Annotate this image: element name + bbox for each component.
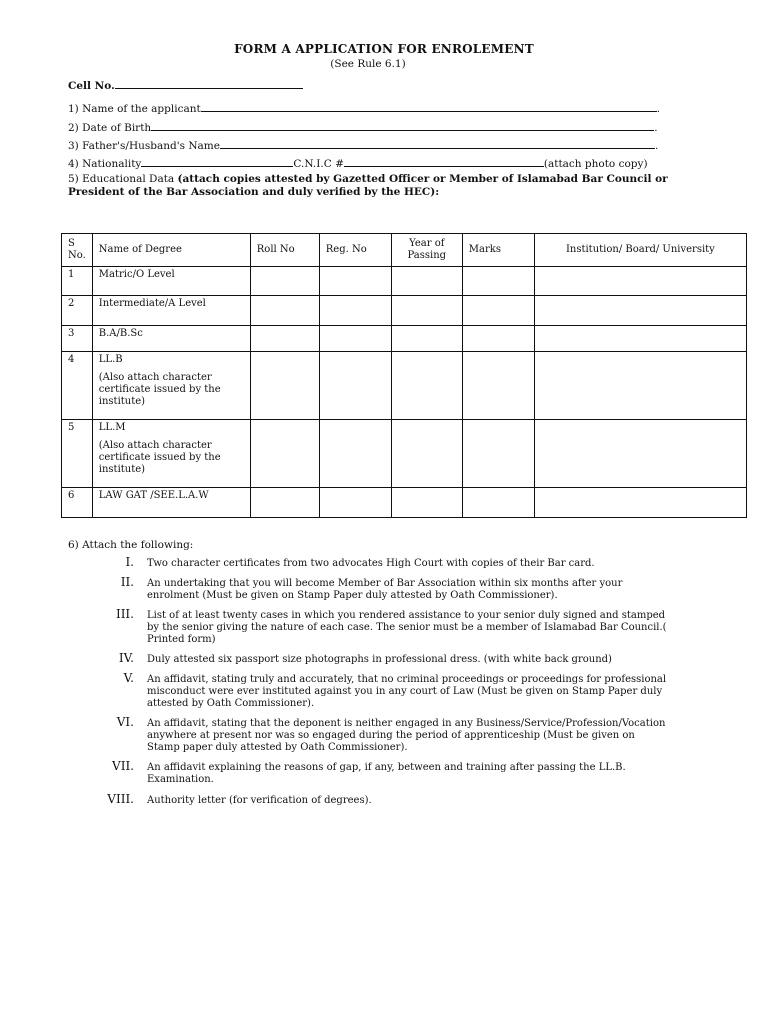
row-sno: 2 [62,296,93,326]
item-text: An affidavit, stating that the deponent is neither engaged in any Business/Service/Profession/Vocation anywhere at present nor was so engaged during the period of apprenticeship (Must be given on Stamp paper duly attested by Oath Commissioner). [147,718,666,753]
father-field[interactable] [220,137,655,149]
form-title: FORM A APPLICATION FOR ENROLEMENT [234,42,534,56]
item-numeral: V. [123,671,134,685]
trail-dot: . [654,140,659,152]
marks-cell[interactable] [462,420,534,488]
education-table [61,233,747,518]
row-degree-cell [92,352,250,420]
item-text: An affidavit, stating truly and accurately, that no criminal proceedings or proceedings for professional misconduct were ever instituted against you in any court of Law (Must be given on Stamp Paper duly attested by Oath Commissioner). [147,674,667,709]
col-header-institution: Institution/ Board/ University [534,234,746,267]
attachments-heading: 6) Attach the following: [68,539,194,551]
reg-cell[interactable] [319,267,391,296]
item-numeral: VII. [112,759,134,773]
item-numeral: II. [120,575,134,589]
item-numeral: I. [125,555,134,569]
dob-field[interactable] [151,119,654,131]
name-field[interactable] [201,100,657,112]
item-numeral: III. [115,607,134,621]
cell-no-field[interactable] [115,77,303,89]
roll-cell[interactable] [250,488,319,518]
row-sno: 4 [62,352,93,420]
institution-cell[interactable] [534,488,746,518]
edu-note: (attach copies attested by Gazetted Officer or Member of Islamabad Bar Council or President of the Bar Association and duly verified by the HEC): [68,173,668,198]
col-header-sno: S No. [62,234,93,267]
father-row [68,137,658,152]
institution-cell[interactable] [534,420,746,488]
attach-photo-note: (attach photo copy) [543,158,648,170]
item-text: Two character certificates from two advocates High Court with copies of their Bar card. [147,558,595,569]
roll-cell[interactable] [250,267,319,296]
trail-dot: . [654,122,658,134]
row-degree: LAW GAT /SEE.L.A.W [92,488,250,518]
item-numeral: IV. [118,651,134,665]
marks-cell[interactable] [462,326,534,352]
name-row [68,100,660,115]
row-sno: 1 [62,267,93,296]
table-header-row [62,234,747,267]
col-header-marks: Marks [462,234,534,267]
marks-cell[interactable] [462,352,534,420]
col-header-reg: Reg. No [319,234,391,267]
item-text: List of at least twenty cases in which you rendered assistance to your senior duly signed and stamped by the senior giving the nature of each case. The senior must be a member of Islamabad Bar Council.( Printed form) [147,610,667,645]
row-degree: LL.B [98,354,123,365]
marks-cell[interactable] [462,267,534,296]
educational-data-intro [68,173,668,199]
reg-cell[interactable] [319,296,391,326]
institution-cell[interactable] [534,267,746,296]
cell-no-label: Cell No. [68,80,115,92]
roll-cell[interactable] [250,296,319,326]
table-row [62,267,747,296]
edu-label: 5) Educational Data [68,173,175,185]
cell-no-row [68,77,303,92]
roll-cell[interactable] [250,326,319,352]
row-sno: 6 [62,488,93,518]
year-cell[interactable] [391,488,462,518]
col-header-year: Year of Passing [391,234,462,267]
row-sno: 3 [62,326,93,352]
table-row [62,352,747,420]
roll-cell[interactable] [250,420,319,488]
item-numeral: VIII. [107,792,134,806]
nationality-row [68,155,648,170]
row-degree-note: (Also attach character certificate issued by the institute) [98,372,221,407]
item-numeral: VI. [116,715,134,729]
year-cell[interactable] [391,267,462,296]
year-cell[interactable] [391,352,462,420]
item-text: Duly attested six passport size photographs in professional dress. (with white back ground) [147,654,612,665]
dob-label: 2) Date of Birth [68,122,152,134]
row-degree: LL.M [98,422,126,433]
institution-cell[interactable] [534,296,746,326]
marks-cell[interactable] [462,488,534,518]
col-header-degree: Name of Degree [92,234,250,267]
nationality-field[interactable] [141,155,293,167]
row-degree: Intermediate/A Level [92,296,250,326]
roll-cell[interactable] [250,352,319,420]
reg-cell[interactable] [319,352,391,420]
table-row [62,420,747,488]
item-text: An affidavit explaining the reasons of gap, if any, between and training after passing the LL.B. Examination. [147,762,626,785]
row-degree: B.A/B.Sc [92,326,250,352]
institution-cell[interactable] [534,352,746,420]
item-text: Authority letter (for verification of degrees). [147,795,372,806]
table-row [62,326,747,352]
table-row [62,488,747,518]
year-cell[interactable] [391,296,462,326]
row-sno: 5 [62,420,93,488]
year-cell[interactable] [391,326,462,352]
table-row [62,296,747,326]
name-label: 1) Name of the applicant [68,103,201,115]
institution-cell[interactable] [534,326,746,352]
marks-cell[interactable] [462,296,534,326]
dob-row [68,119,658,134]
col-header-roll: Roll No [250,234,319,267]
form-subtitle: (See Rule 6.1) [330,58,406,70]
reg-cell[interactable] [319,326,391,352]
row-degree-cell [92,420,250,488]
item-text: An undertaking that you will become Member of Bar Association within six months after your enrolment (Must be given on Stamp Paper duly attested by Oath Commissioner). [147,578,623,601]
cnic-field[interactable] [344,155,544,167]
father-label: 3) Father's/Husband's Name [68,140,220,152]
reg-cell[interactable] [319,420,391,488]
reg-cell[interactable] [319,488,391,518]
row-degree: Matric/O Level [92,267,250,296]
row-degree-note: (Also attach character certificate issued by the institute) [98,440,221,475]
year-cell[interactable] [391,420,462,488]
cnic-label: C.N.I.C # [293,158,344,170]
trail-dot: . [656,103,661,115]
nationality-label: 4) Nationality [68,158,142,170]
